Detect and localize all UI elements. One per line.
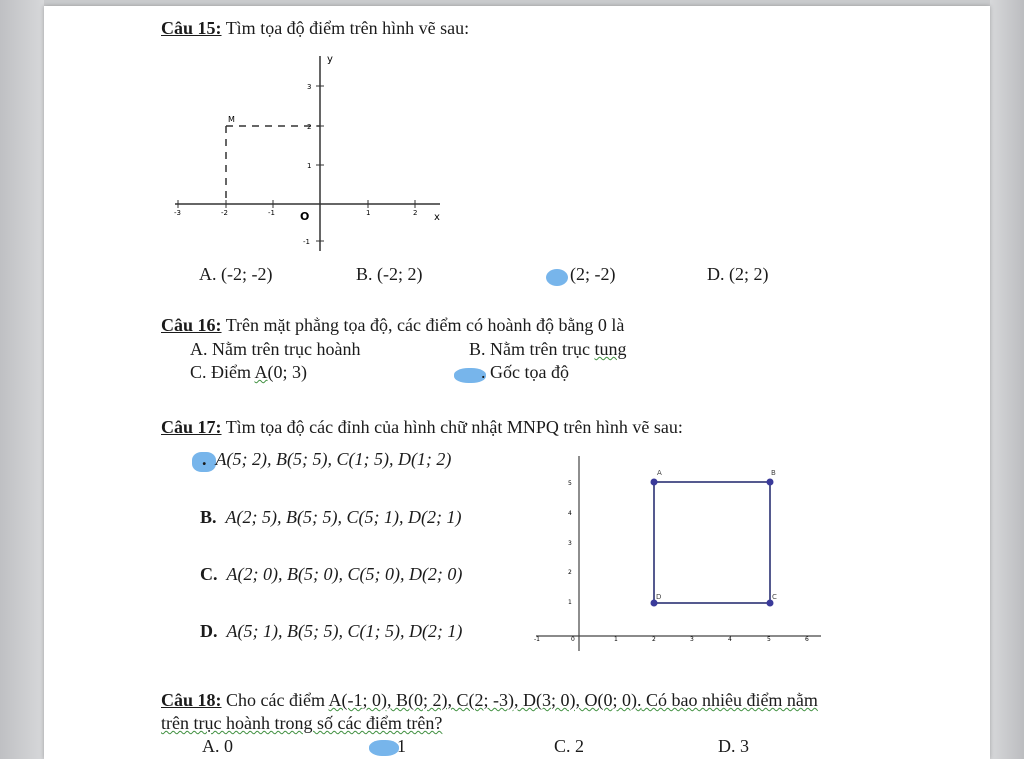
question-15-graph — [170, 46, 460, 256]
q17-option-b[interactable] — [200, 507, 461, 528]
q16-option-c-coords: (0; 3) — [267, 362, 308, 382]
q15-option-d[interactable]: D. (2; 2) — [707, 264, 769, 284]
q17-option-c-letter: C. — [200, 564, 218, 584]
q18-option-c[interactable]: C. 2 — [554, 736, 585, 756]
x-tick-label: -3 — [174, 209, 181, 217]
y-tick-label: -1 — [303, 238, 310, 246]
q16-option-b-word: tung — [594, 339, 627, 359]
q17-option-a[interactable] — [202, 449, 451, 470]
question-18-label: Câu 18: — [161, 690, 222, 710]
y-tick-label: 2 — [568, 569, 572, 576]
vertex-a-label: A — [657, 469, 662, 477]
point-m-label: M — [228, 115, 235, 124]
q16-option-b[interactable] — [469, 339, 626, 360]
x-tick-label: 4 — [728, 636, 732, 643]
question-17-text: Tìm tọa độ các đỉnh của hình chữ nhật MNPQ trên hình vẽ sau: — [221, 417, 683, 437]
question-15-text: Tìm tọa độ điểm trên hình vẽ sau: — [221, 18, 470, 38]
vertex-b — [767, 479, 774, 486]
q16-option-b-text: B. Nằm trên trục — [469, 339, 595, 359]
q17-option-d-text: A(5; 1), B(5; 5), C(1; 5), D(2; 1) — [226, 621, 463, 641]
x-tick-label: -1 — [268, 209, 275, 217]
x-tick-label: 2 — [413, 209, 418, 217]
x-tick-label: 1 — [366, 209, 371, 217]
question-16-text: Trên mặt phẳng tọa độ, các điểm có hoành độ bằng 0 là — [221, 315, 625, 335]
q16-option-d[interactable]: . Gốc tọa độ — [481, 362, 569, 382]
q17-option-a-text: A(5; 2), B(5; 5), C(1; 5), D(1; 2) — [215, 449, 452, 469]
question-16 — [161, 315, 624, 336]
question-17-graph — [526, 446, 826, 651]
q17-option-d-letter: D. — [200, 621, 218, 641]
q15-option-c[interactable]: (2; -2) — [570, 264, 616, 284]
x-tick-label: -2 — [221, 209, 228, 217]
y-tick-label: 1 — [568, 599, 572, 606]
vertex-d-label: D — [656, 593, 662, 601]
highlight-mark — [369, 740, 399, 756]
rectangle-mnpq — [654, 482, 770, 603]
q18-option-d[interactable]: D. 3 — [718, 736, 749, 756]
y-tick-label: 3 — [568, 540, 572, 547]
y-axis-label: y — [327, 54, 333, 65]
question-17-label: Câu 17: — [161, 417, 222, 437]
origin-label: O — [300, 210, 310, 223]
vertex-a — [651, 479, 658, 486]
y-tick-label: 3 — [307, 83, 312, 91]
q16-option-c-text: C. Điểm — [190, 362, 255, 382]
x-axis-label: x — [434, 212, 440, 223]
question-18-text: Cho các điểm — [221, 690, 329, 710]
q15-option-a[interactable]: A. (-2; -2) — [199, 264, 273, 284]
q18-option-a[interactable]: A. 0 — [202, 736, 233, 756]
highlight-mark — [546, 269, 568, 286]
q17-option-c-text: A(2; 0), B(5; 0), C(5; 0), D(2; 0) — [226, 564, 463, 584]
y-tick-label: 2 — [307, 123, 312, 131]
x-tick-label: 3 — [690, 636, 694, 643]
vertex-b-label: B — [771, 469, 776, 477]
q17-option-a-letter: . — [202, 449, 207, 469]
question-18-points: A(-1; 0), B(0; 2), C(2; -3), D(3; 0), O(0; 0). — [328, 690, 642, 710]
left-margin — [0, 0, 44, 759]
q17-option-d[interactable] — [200, 621, 462, 642]
question-17 — [161, 417, 683, 438]
question-18-question-2: trên trục hoành trong số các điểm trên? — [161, 713, 443, 733]
q16-option-c[interactable] — [190, 362, 307, 383]
x-tick-label: 0 — [571, 636, 575, 643]
y-tick-label: 1 — [307, 162, 312, 170]
x-tick-label: 2 — [652, 636, 656, 643]
question-15 — [161, 18, 469, 39]
x-tick-label: 5 — [767, 636, 771, 643]
q17-option-b-text: A(2; 5), B(5; 5), C(5; 1), D(2; 1) — [225, 507, 462, 527]
y-tick-label: 5 — [568, 480, 572, 487]
question-18-line-2 — [161, 713, 442, 734]
x-tick-label: 6 — [805, 636, 809, 643]
x-tick-label: -1 — [534, 636, 540, 643]
q18-option-b[interactable]: 1 — [397, 736, 406, 756]
q17-option-c[interactable] — [200, 564, 462, 585]
question-15-label: Câu 15: — [161, 18, 222, 38]
question-16-label: Câu 16: — [161, 315, 222, 335]
q16-option-a[interactable]: A. Nằm trên trục hoành — [190, 339, 361, 359]
q17-option-b-letter: B. — [200, 507, 217, 527]
question-18 — [161, 690, 818, 711]
x-tick-label: 1 — [614, 636, 618, 643]
q16-option-c-point: A — [254, 362, 268, 382]
right-margin — [990, 0, 1024, 759]
question-18-question: Có bao nhiêu điểm nằm — [641, 690, 818, 710]
q15-option-b[interactable]: B. (-2; 2) — [356, 264, 423, 284]
document-page — [44, 6, 990, 759]
vertex-c-label: C — [772, 593, 777, 601]
y-tick-label: 4 — [568, 510, 572, 517]
